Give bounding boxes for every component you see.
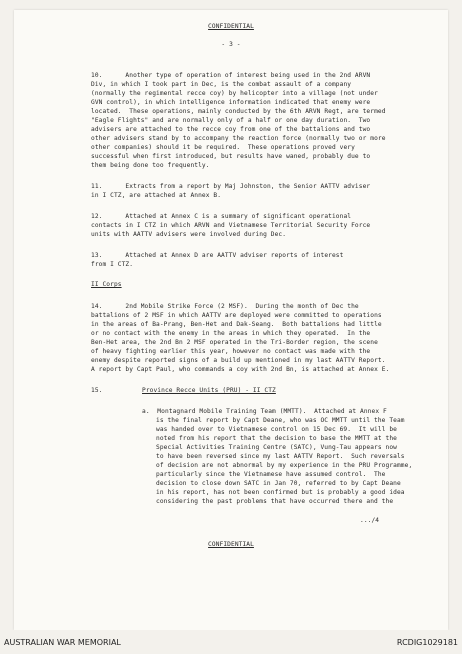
text-line: Special Activities Training Centre (SATC), Vung-Tau appears now (156, 444, 397, 451)
page-number: - 3 - (221, 41, 241, 48)
text-line: is the final report by Capt Deane, who was OC MMTT until the Team (156, 417, 405, 424)
document-page (14, 10, 448, 630)
paragraph-number: 15. (91, 387, 103, 394)
text-line: units with AATTV advisers were involved during Dec. (91, 231, 287, 238)
text-line: advisers are attached to the recce coy from one of the battalions and two (91, 126, 371, 133)
text-line: 12. Attached at Annex C is a summary of significant operational (91, 213, 352, 220)
text-line: them being done too frequently. (91, 162, 210, 169)
paragraph-heading: Province Recce Units (PRU) - II CTZ (142, 387, 276, 394)
text-line: 10. Another type of operation of interest being used in the 2nd ARVN (91, 72, 371, 79)
text-line: GVN control), in which intelligence information indicated that enemy were (91, 99, 371, 106)
section-heading: II Corps (91, 281, 122, 288)
archive-reference: RCDIG1029181 (396, 638, 458, 647)
text-line: successful when first introduced, but results have waned, probably due to (91, 153, 371, 160)
archive-source: AUSTRALIAN WAR MEMORIAL (4, 638, 121, 647)
archive-footer (0, 630, 462, 654)
continuation-marker: .../4 (360, 517, 380, 524)
text-line: in his report, has not been confirmed but is probably a good idea (156, 489, 405, 496)
text-line: from I CTZ. (91, 261, 134, 268)
text-line: of heavy fighting earlier this year, however no contact was made with the (91, 348, 371, 355)
text-line: contacts in I CTZ in which ARVN and Vietnamese Territorial Security Force (91, 222, 371, 229)
text-line: 14. 2nd Mobile Strike Force (2 MSF). During the month of Dec the (91, 303, 359, 310)
text-line: Div, in which I took part in Dec, is the combat assault of a company (91, 81, 352, 88)
text-line: was handed over to Vietnamese control on 15 Dec 69. It will be (156, 426, 397, 433)
text-line: other advisers stand by to accompany the reaction force (normally two or more (91, 135, 386, 142)
text-line: noted from his report that the decision to base the MMTT at the (156, 435, 397, 442)
text-line: decision to close down SATC in Jan 70, referred to by Capt Deane (156, 480, 401, 487)
text-line: 11. Extracts from a report by Maj Johnston, the Senior AATTV adviser (91, 183, 371, 190)
text-line: considering the past problems that have occurred there and the (156, 498, 394, 505)
text-line: in the areas of Ba-Prang, Ben-Het and Dak-Seang. Both battalions had little (91, 321, 382, 328)
text-line: particularly since the Vietnamese have assumed control. The (156, 471, 386, 478)
text-line: A report by Capt Paul, who commands a coy with 2nd Bn, is attached at Annex E. (91, 366, 390, 373)
text-line: enemy despite reported signs of a build up mentioned in my last AATTV Report. (91, 357, 386, 364)
page-content (14, 10, 448, 630)
text-line: (normally the regimental recce coy) by helicopter into a village (not under (91, 90, 378, 97)
text-line: or no contact with the enemy in the areas in which they operated. In the (91, 330, 371, 337)
footer-classification: CONFIDENTIAL (208, 541, 254, 548)
header-classification: CONFIDENTIAL (208, 23, 254, 30)
text-line: in I CTZ, are attached at Annex B. (91, 192, 222, 199)
text-line: of decision are not abnormal by my experience in the PRU Programme, (156, 462, 413, 469)
text-line: "Eagle Flights" and are normally only of a half or one day duration. Two (91, 117, 371, 124)
text-line: a. Montagnard Mobile Training Team (MMTT). Attached at Annex F (142, 408, 387, 415)
text-line: to have been reversed since my last AATTV Report. Such reversals (156, 453, 405, 460)
text-line: 13. Attached at Annex D are AATTV adviser reports of interest (91, 252, 344, 259)
text-line: other companies) should it be required. These operations proved very (91, 144, 355, 151)
text-line: battalions of 2 MSF in which AATTV are deployed were committed to operations (91, 312, 382, 319)
text-line: located. These operations, mainly conducted by the 6th ARVN Regt, are termed (91, 108, 386, 115)
text-line: Ben-Het area, the 2nd Bn 2 MSF operated in the Tri-Border region, the scene (91, 339, 378, 346)
